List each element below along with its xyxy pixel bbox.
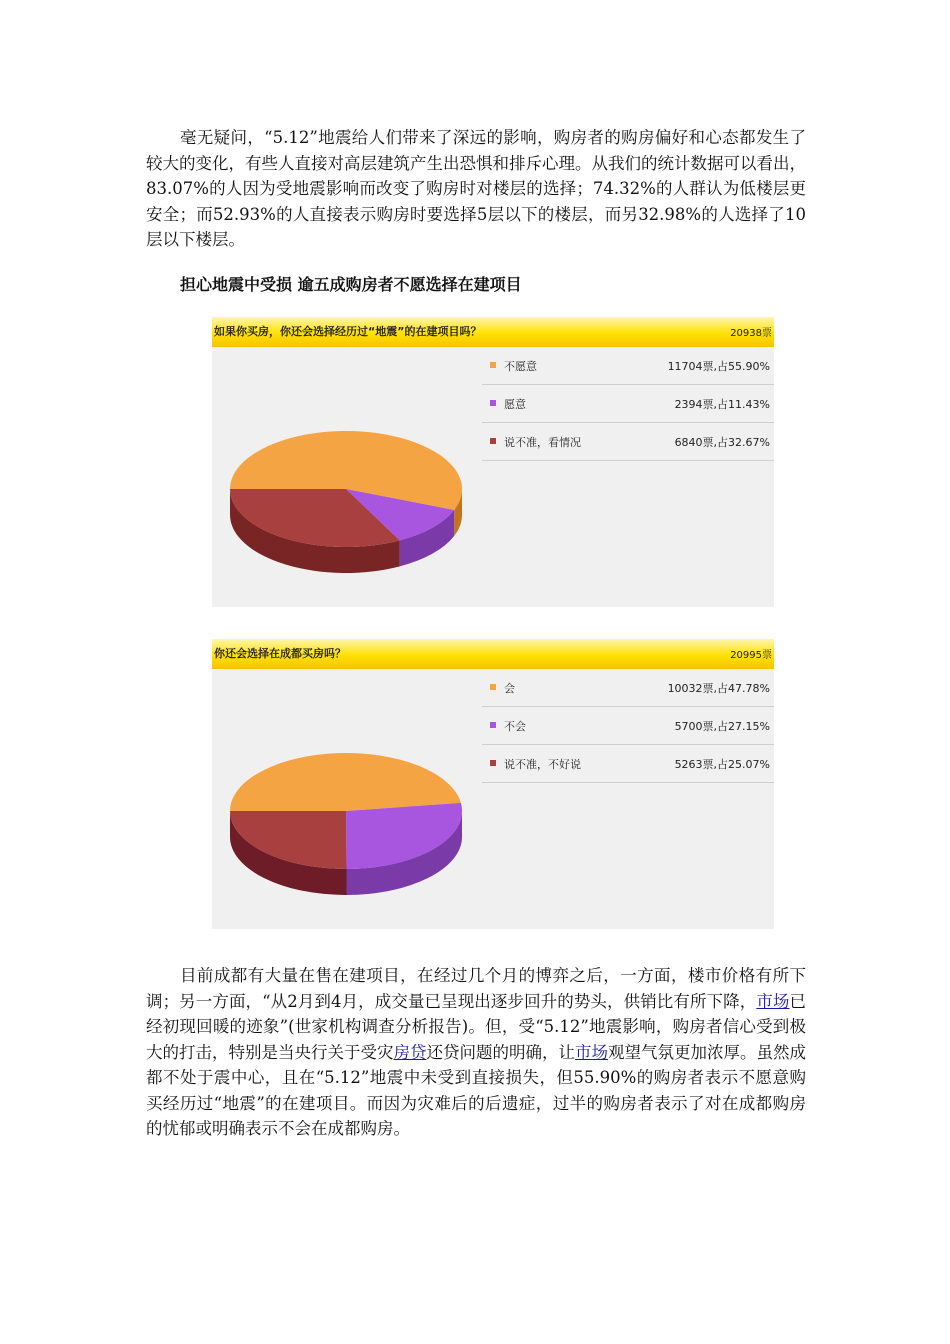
legend-swatch bbox=[490, 760, 496, 766]
legend-swatch bbox=[490, 684, 496, 690]
poll-chart-1 bbox=[212, 317, 774, 607]
poll-legend bbox=[482, 347, 774, 461]
legend-swatch bbox=[490, 438, 496, 444]
poll-header bbox=[212, 639, 774, 669]
text-segment: 目前成都有大量在售在建项目，在经过几个月的博弈之后，一方面，楼市价格有所下调；另一方面，“从2月到4月，成交量已呈现出逐步回升的势头，供销比有所下降， bbox=[146, 966, 806, 1011]
legend-row bbox=[482, 707, 774, 745]
legend-label: 不会 bbox=[504, 720, 526, 733]
text-segment: 已经初现回暖的迹象”(世家机构调查分析报告)。但，受“5.12”地震影响，购房者信心受到极大的打击，特别是当央行关于受灾 bbox=[146, 991, 807, 1062]
legend-value: 5263票,占25.07% bbox=[674, 758, 770, 771]
poll-legend bbox=[482, 669, 774, 783]
pie-chart bbox=[222, 367, 472, 607]
legend-value: 2394票,占11.43% bbox=[674, 398, 770, 411]
legend-swatch bbox=[490, 400, 496, 406]
legend-label: 说不准，不好说 bbox=[504, 758, 581, 771]
poll-question: 你还会选择在成都买房吗？ bbox=[214, 647, 346, 660]
poll-header bbox=[212, 317, 774, 347]
legend-value: 10032票,占47.78% bbox=[667, 682, 770, 695]
legend-row bbox=[482, 745, 774, 783]
legend-swatch bbox=[490, 362, 496, 368]
poll-question: 如果你买房，你还会选择经历过“地震”的在建项目吗？ bbox=[214, 325, 482, 338]
pie-slice bbox=[230, 753, 461, 811]
legend-label: 不愿意 bbox=[504, 360, 537, 373]
section-heading: 担心地震中受损 逾五成购房者不愿选择在建项目 bbox=[180, 275, 522, 294]
legend-row bbox=[482, 347, 774, 385]
legend-label: 会 bbox=[504, 682, 515, 695]
legend-row bbox=[482, 423, 774, 461]
poll-total-votes: 20938票 bbox=[730, 328, 772, 339]
analysis-paragraph bbox=[146, 963, 806, 1142]
inline-link[interactable]: 市场 bbox=[756, 991, 790, 1011]
legend-row bbox=[482, 385, 774, 423]
legend-label: 说不准，看情况 bbox=[504, 436, 581, 449]
text-segment: 还贷问题的明确，让 bbox=[426, 1042, 575, 1062]
poll-total-votes: 20995票 bbox=[730, 650, 772, 661]
text-segment: 毫无疑问，“5.12”地震给人们带来了深远的影响，购房者的购房偏好和心态都发生了较大的变化，有些人直接对高层建筑产生出恐惧和排斥心理。从我们的统计数据可以看出，83.07%的人因为受地震影响而改变了购房时对楼层的选择；74.32%的人群认为低楼层更安全；而52.93%的人直接表示购房时要选择5层以下的楼层，而另32.98%的人选择了10层以下楼层。 bbox=[146, 128, 806, 249]
legend-value: 5700票,占27.15% bbox=[674, 720, 770, 733]
intro-paragraph bbox=[146, 125, 806, 253]
legend-value: 6840票,占32.67% bbox=[674, 436, 770, 449]
legend-value: 11704票,占55.90% bbox=[667, 360, 770, 373]
legend-row bbox=[482, 669, 774, 707]
pie-chart bbox=[222, 689, 472, 929]
inline-link[interactable]: 市场 bbox=[575, 1042, 608, 1062]
legend-swatch bbox=[490, 722, 496, 728]
inline-link[interactable]: 房贷 bbox=[393, 1042, 427, 1062]
text-segment: 观望气氛更加浓厚。虽然成都不处于震中心，且在“5.12”地震中未受到直接损失，但55.90%的购房者表示不愿意购买经历过“地震”的在建项目。而因为灾难后的后遗症，过半的购房者表示了对在成都购房的忧郁或明确表示不会在成都购房。 bbox=[146, 1042, 806, 1138]
legend-label: 愿意 bbox=[504, 398, 526, 411]
poll-chart-2 bbox=[212, 639, 774, 929]
